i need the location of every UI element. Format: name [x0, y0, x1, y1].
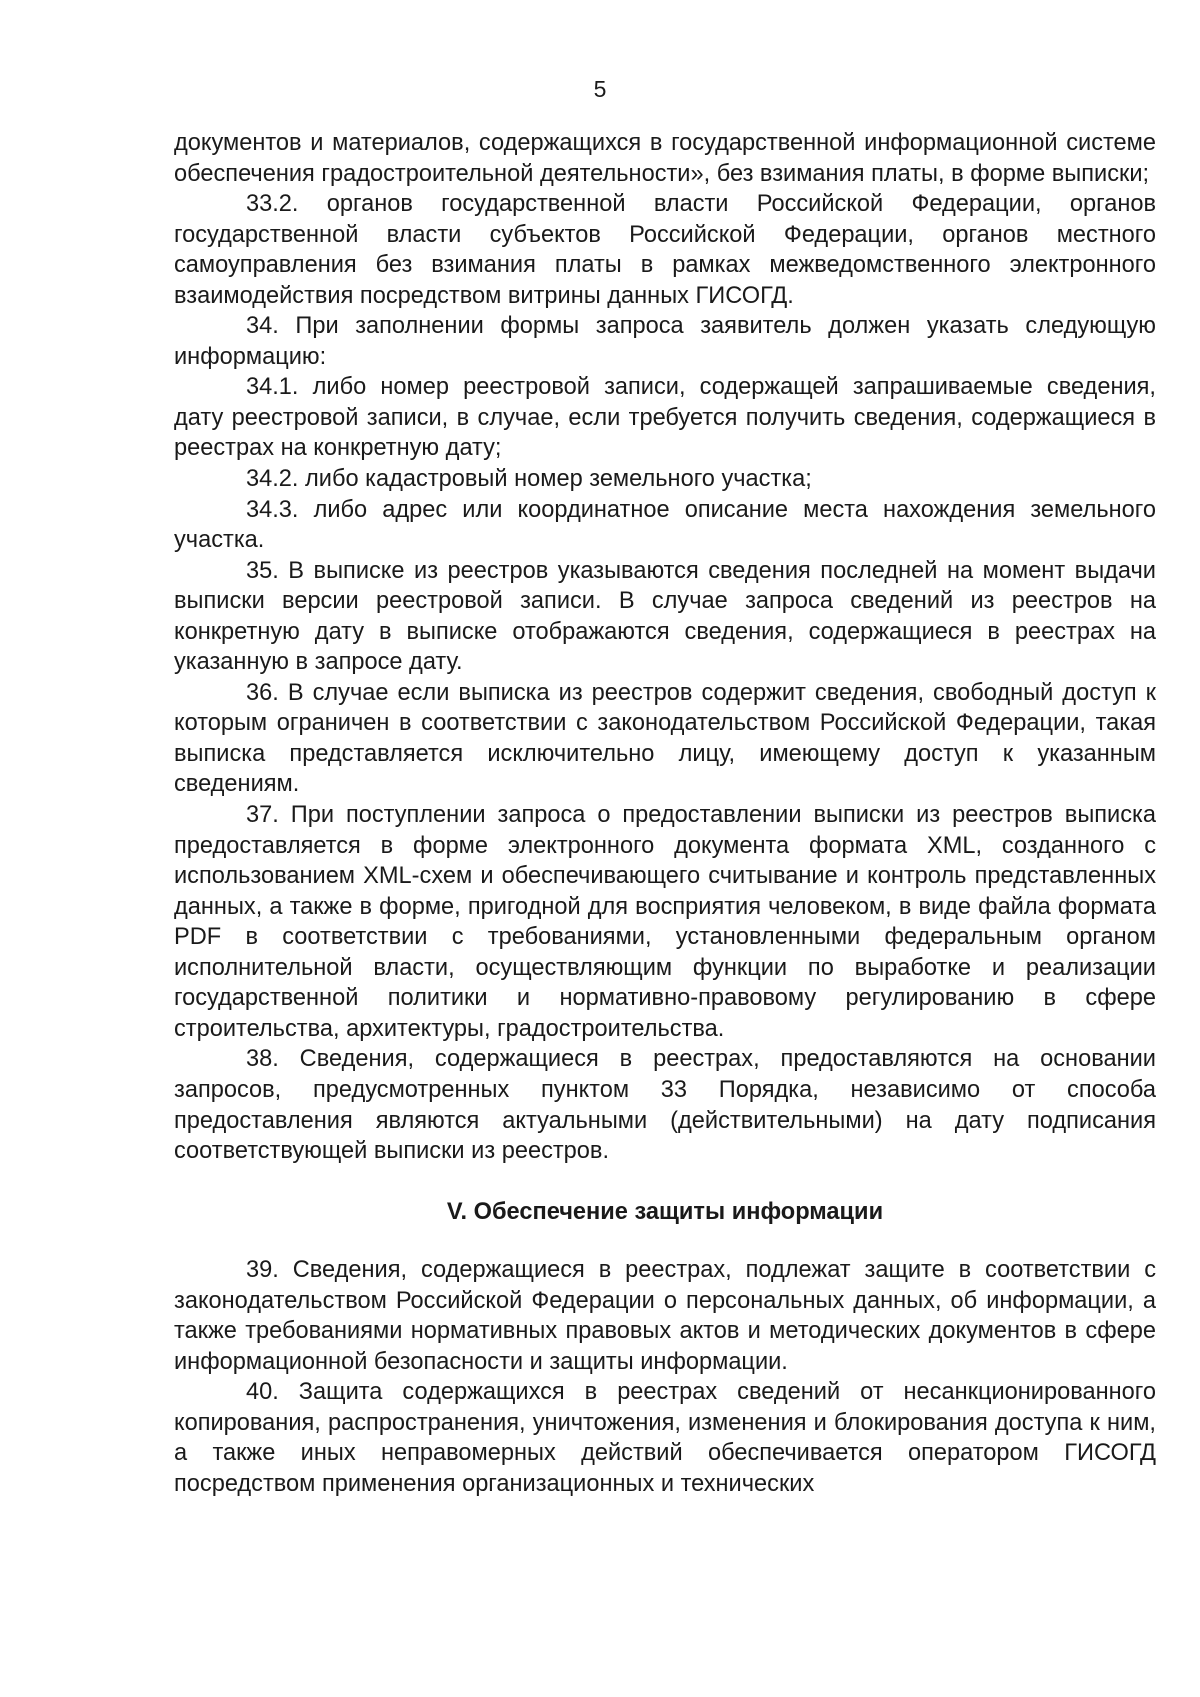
- paragraph-continuation: документов и материалов, содержащихся в государственной информационной системе обеспечения градостроительной деятельности», без взимания платы, в форме выписки;: [174, 130, 1156, 187]
- page-number: 5: [593, 76, 607, 102]
- paragraph-40: 40. Защита содержащихся в реестрах сведений от несанкционированного копирования, распространения, уничтожения, изменения и блокирования доступа к ним, а также иных неправомерных действий обеспечивается оператором ГИСОГД посредством применения организационных и технических: [174, 1379, 1156, 1497]
- document-body: [174, 128, 1156, 1500]
- section-heading: V. Обеспечение защиты информации: [446, 1198, 884, 1225]
- paragraph-34-2: 34.2. либо кадастровый номер земельного участка;: [246, 466, 812, 493]
- paragraph-34-1: 34.1. либо номер реестровой записи, содержащей запрашиваемые сведения, дату реестровой записи, в случае, если требуется получить сведения, содержащиеся в реестрах на конкретную дату;: [174, 374, 1156, 462]
- paragraph-37: 37. При поступлении запроса о предоставлении выписки из реестров выписка предоставляется в форме электронного документа формата XML, созданного с использованием XML-схем и обеспечивающего считывание и контроль представленных данных, а также в форме, пригодной для восприятия человеком, в виде файла формата PDF в соответствии с требованиями, установленными федеральным органом исполнительной власти, осуществляющим функции по выработке и реализации государственной политики и нормативно-правовому регулированию в сфере строительства, архитектуры, градостроительства.: [174, 802, 1156, 1042]
- paragraph-34: 34. При заполнении формы запроса заявитель должен указать следующую информацию:: [174, 313, 1156, 370]
- paragraph-36: 36. В случае если выписка из реестров содержит сведения, свободный доступ к которым ограничен в соответствии с законодательством Российской Федерации, такая выписка представляется исключительно лицу, имеющему доступ к указанным сведениям.: [174, 679, 1156, 798]
- paragraph-34-3: 34.3. либо адрес или координатное описание места нахождения земельного участка.: [174, 496, 1156, 554]
- paragraph-38: 38. Сведения, содержащиеся в реестрах, предоставляются на основании запросов, предусмотренных пунктом 33 Порядка, независимо от способа предоставления являются актуальными (действительными) на дату подписания соответствующей выписки из реестров.: [174, 1046, 1156, 1165]
- paragraph-39: 39. Сведения, содержащиеся в реестрах, подлежат защите в соответствии с законодательством Российской Федерации о персональных данных, об информации, а также требованиями нормативных правовых актов и методических документов в сфере информационной безопасности и защиты информации.: [174, 1257, 1156, 1375]
- paragraph-35: 35. В выписке из реестров указываются сведения последней на момент выдачи выписки версии реестровой записи. В случае запроса сведений из реестров на конкретную дату в выписке отображаются сведения, содержащиеся в реестрах на указанную в запросе дату.: [174, 557, 1156, 676]
- paragraph-33-2: 33.2. органов государственной власти Российской Федерации, органов государственной власти субъектов Российской Федерации, органов местного самоуправления без взимания платы в рамках межведомственного электронного взаимодействия посредством витрины данных ГИСОГД.: [174, 191, 1156, 309]
